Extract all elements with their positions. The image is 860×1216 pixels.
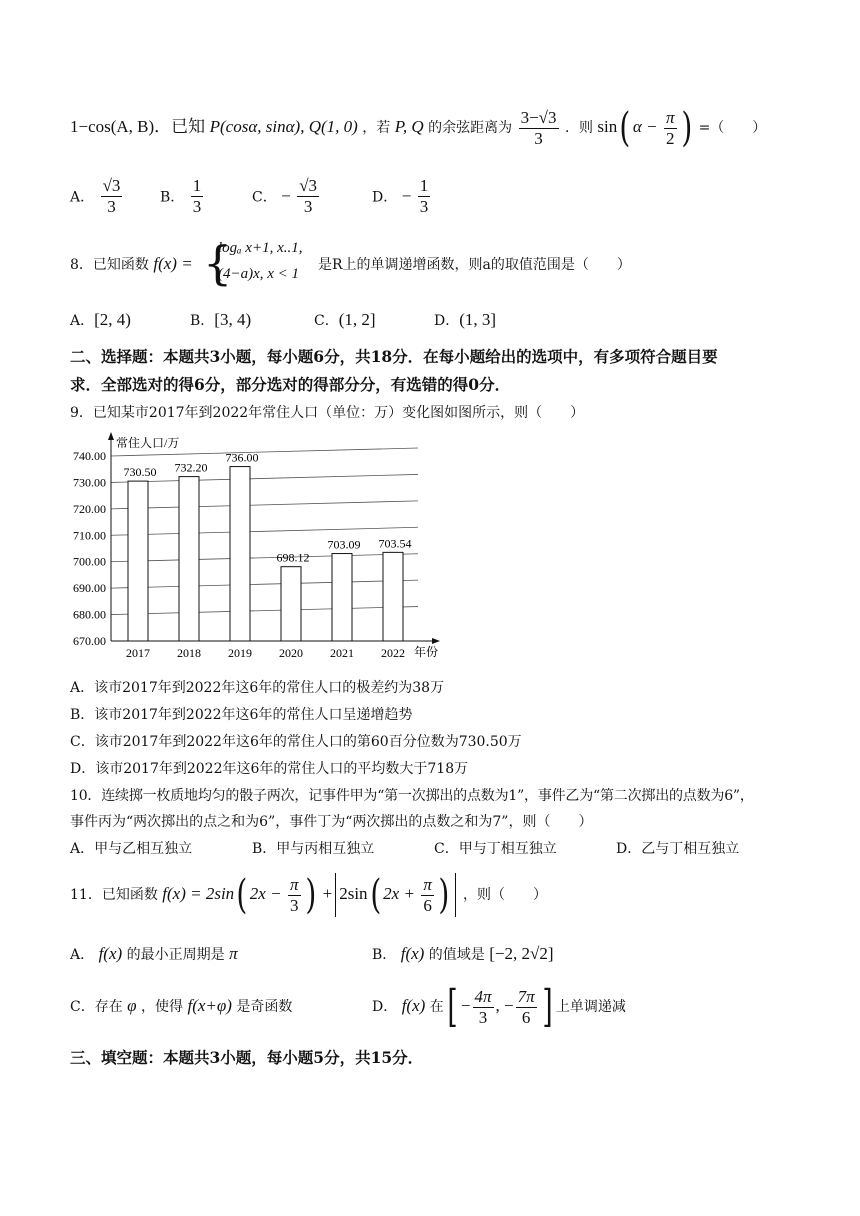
option-text: 的最小正周期是 xyxy=(126,947,225,963)
q7-equals: =（ ） xyxy=(698,120,767,136)
q11-option-c xyxy=(70,996,292,1016)
frac-num: 7π xyxy=(517,986,535,1006)
option-label: C． xyxy=(252,189,277,206)
option-in: 在 xyxy=(429,999,444,1015)
q7-frac-num: 3−√3 xyxy=(520,107,557,127)
q7-sin: sin xyxy=(597,117,618,136)
grid-line xyxy=(111,580,418,588)
y-axis-arrow xyxy=(108,432,114,440)
chart-grid xyxy=(111,448,418,615)
option-frac-1 xyxy=(473,987,494,1028)
population-bar-chart xyxy=(68,430,450,666)
grid-line xyxy=(111,554,418,562)
option-text: 上单调递减 xyxy=(555,999,626,1015)
bar-value-label: 730.50 xyxy=(123,465,157,480)
chart-x-ticks xyxy=(126,646,405,660)
q7-distance-fraction xyxy=(519,108,559,149)
grid-line xyxy=(111,474,418,482)
q10-stem-line1: 10．连续掷一枚质地均匀的骰子两次，记事件甲为“第一次掷出的点数为1”，事件乙为“第二次掷出的点数为6”， xyxy=(70,788,754,804)
q7-prefix: 1−cos(A, B)．已知 xyxy=(70,117,206,136)
x-tick-label: 2018 xyxy=(177,646,201,660)
frac-num: π xyxy=(290,874,299,894)
q8-suffix: 是R上的单调递增函数，则a的取值范围是（ ） xyxy=(318,257,631,273)
bar xyxy=(383,552,403,641)
option-label: C． xyxy=(314,313,339,329)
option-den: 3 xyxy=(303,197,313,216)
x-tick-label: 2021 xyxy=(330,646,354,660)
bar-value-label: 732.20 xyxy=(174,460,208,475)
q11-plus: + xyxy=(322,884,333,903)
option-fraction xyxy=(191,176,204,217)
option-num: 1 xyxy=(419,176,429,195)
y-tick-label: 730.00 xyxy=(73,475,106,490)
option-fx: f(x) xyxy=(98,944,123,963)
q7-pq: P, Q xyxy=(394,117,424,136)
q11-fx: f(x) = 2sin xyxy=(162,884,235,903)
option-fraction xyxy=(101,176,123,217)
q9-option-c: C．该市2017年到2022年这6年的常住人口的第60百分位数为730.50万 xyxy=(70,734,522,750)
option-value: [3, 4) xyxy=(214,310,252,329)
y-tick-label: 710.00 xyxy=(73,528,106,543)
option-sign: − xyxy=(281,186,291,206)
q8-case-2: (4−a)x, x < 1 xyxy=(218,266,300,282)
x-tick-label: 2017 xyxy=(126,646,150,660)
q8-prefix: 8．已知函数 xyxy=(70,257,149,273)
q7-alpha: α − xyxy=(632,117,658,136)
y-tick-label: 700.00 xyxy=(73,554,106,569)
q11-option-b xyxy=(372,944,554,964)
option-num: √3 xyxy=(299,176,318,195)
q7-option-b xyxy=(160,176,205,217)
q9-option-b: B．该市2017年到2022年这6年的常住人口呈递增趋势 xyxy=(70,707,413,723)
q7-points: P(cosα, sinα), Q(1, 0) xyxy=(209,117,358,136)
option-den: 3 xyxy=(192,197,202,216)
x-axis-label: 年份 xyxy=(414,645,439,659)
option-sign: − xyxy=(401,186,412,206)
q7-pi: π xyxy=(665,107,675,127)
option-phi: φ xyxy=(127,996,137,1015)
option-text: 的值域是 xyxy=(428,947,485,963)
option-num: √3 xyxy=(102,176,121,195)
option-fraction xyxy=(418,176,431,217)
q7-option-a xyxy=(70,176,124,217)
y-tick-label: 740.00 xyxy=(73,449,106,463)
x-tick-label: 2019 xyxy=(228,646,252,660)
q11-arg2: 2x + xyxy=(383,884,415,903)
q11-stem: 11．已知函数 f(x) = 2sin( 2x − $\frac{\pi}{3}$ ) + 2sin( 2x + $\frac{\pi}{6}$ ) ，则（ ） xyxy=(70,872,547,918)
q8-brace: { xyxy=(203,236,233,290)
x-tick-label: 2022 xyxy=(381,646,405,660)
q8-option-a xyxy=(70,310,131,330)
q8-option-d xyxy=(434,310,496,330)
bar-value-label: 703.09 xyxy=(327,537,361,552)
frac-den: 3 xyxy=(478,1007,488,1027)
option-label: A． xyxy=(70,313,95,329)
y-tick-label: 690.00 xyxy=(73,581,106,596)
q7-option-c xyxy=(252,176,321,217)
frac-den: 6 xyxy=(521,1007,531,1027)
bar-value-label: 703.54 xyxy=(378,536,412,551)
grid-line xyxy=(111,527,418,535)
option-label: D． xyxy=(372,999,398,1015)
q10-option-b: B．甲与丙相互独立 xyxy=(252,841,375,857)
q8-case-1: logₐ x+1, x..1, xyxy=(218,240,303,256)
option-fx: f(x+φ) xyxy=(187,996,232,1015)
option-pi: π xyxy=(229,944,238,963)
bar-value-label: 698.12 xyxy=(276,550,310,565)
q7-two: 2 xyxy=(666,128,675,148)
grid-line xyxy=(111,501,418,509)
q10-option-c: C．甲与丁相互独立 xyxy=(434,841,557,857)
y-tick-label: 720.00 xyxy=(73,501,106,516)
bar-value-label: 736.00 xyxy=(225,450,259,465)
q7-pi-over-2 xyxy=(664,108,677,149)
bar xyxy=(179,477,199,641)
q11-arg1: 2x − xyxy=(249,884,282,903)
q10-stem-line2: 事件丙为“两次掷出的点之和为6”，事件丁为“两次掷出的点数之和为7”，则（ ） xyxy=(70,814,593,830)
grid-line xyxy=(111,607,418,615)
option-fx: f(x) xyxy=(400,944,425,963)
q11-option-d: D． f(x) 在[ − $\frac{4\pi}{3}$ , − $\frac{7\pi}{6}$ ] 上单调递减 xyxy=(372,981,626,1032)
chart-y-ticks xyxy=(73,449,106,648)
option-mid: ，使得 xyxy=(141,999,184,1015)
option-range: [−2, 2√2] xyxy=(489,944,554,963)
q8-stem xyxy=(70,244,193,284)
option-label: D． xyxy=(372,189,398,206)
option-label: A． xyxy=(70,189,95,206)
q10-option-d: D．乙与丁相互独立 xyxy=(616,841,740,857)
option-value: (1, 3] xyxy=(459,310,497,329)
option-num: 1 xyxy=(192,176,202,195)
q11-suffix: ，则（ ） xyxy=(463,887,547,903)
q11-pi-over-6 xyxy=(421,875,434,916)
q7-stem: 1−cos(A, B)．已知 P(cosα, sinα), Q(1, 0) ，若 P, Q 的余弦距离为 $\frac{3-√3}{3}$ ．则 sin( α − $\frac{\pi}{2}$ ) =（ ） xyxy=(70,105,767,151)
option-frac-2 xyxy=(516,987,537,1028)
frac-num: 4π xyxy=(474,986,492,1006)
q10-option-a: A．甲与乙相互独立 xyxy=(70,841,193,857)
q8-option-b xyxy=(190,310,251,330)
q7-option-d xyxy=(372,176,432,217)
option-den: 3 xyxy=(419,197,429,216)
x-tick-label: 2020 xyxy=(279,646,303,660)
q11-prefix: 11．已知函数 xyxy=(70,887,158,903)
option-value: (1, 2] xyxy=(338,310,376,329)
q11-abs-sin: 2sin xyxy=(339,884,368,903)
q7-mid: ，若 xyxy=(362,120,391,136)
option-label: D． xyxy=(434,313,460,329)
option-text: 是奇函数 xyxy=(236,999,293,1015)
bar xyxy=(281,567,301,641)
frac-den: 6 xyxy=(423,895,432,915)
q7-cond: 的余弦距离为 xyxy=(428,120,513,136)
option-den: 3 xyxy=(107,197,116,216)
chart-bars xyxy=(124,451,412,641)
frac-num: π xyxy=(423,874,432,894)
q8-option-c xyxy=(314,310,376,330)
q11-pi-over-3 xyxy=(288,875,301,916)
option-value: [2, 4) xyxy=(94,310,131,329)
y-tick-label: 680.00 xyxy=(73,607,106,622)
option-label: B． xyxy=(190,313,215,329)
q11-option-a xyxy=(70,944,238,964)
section2-heading-line1: 二、选择题：本题共3小题，每小题6分，共18分．在每小题给出的选项中，有多项符合题目要 xyxy=(70,347,718,366)
option-fx: f(x) xyxy=(401,996,426,1015)
option-label: C．存在 xyxy=(70,999,123,1015)
q9-option-d: D．该市2017年到2022年这6年的常住人口的平均数大于718万 xyxy=(70,761,469,777)
q9-stem: 9．已知某市2017年到2022年常住人口（单位：万）变化图如图所示，则（ ） xyxy=(70,405,585,421)
option-label: A． xyxy=(70,947,95,963)
q8-fx: f(x) = xyxy=(153,254,193,273)
option-label: B． xyxy=(372,947,397,963)
y-tick-label: 670.00 xyxy=(73,634,106,648)
y-axis-label: 常住人口/万 xyxy=(116,436,180,450)
bar xyxy=(230,467,250,641)
x-axis-arrow xyxy=(432,638,440,644)
bar xyxy=(332,554,352,641)
q7-then: ．则 xyxy=(564,120,593,136)
q7-frac-den: 3 xyxy=(534,128,543,148)
option-fraction xyxy=(297,176,319,217)
option-label: B． xyxy=(160,189,185,206)
section3-heading: 三、填空题：本题共3小题，每小题5分，共15分． xyxy=(70,1048,424,1067)
q9-option-a: A．该市2017年到2022年这6年的常住人口的极差约为38万 xyxy=(70,680,445,696)
section2-heading-line2: 求．全部选对的得6分，部分选对的得部分分，有选错的得0分． xyxy=(70,375,511,394)
bar xyxy=(128,481,148,641)
frac-den: 3 xyxy=(290,895,299,915)
